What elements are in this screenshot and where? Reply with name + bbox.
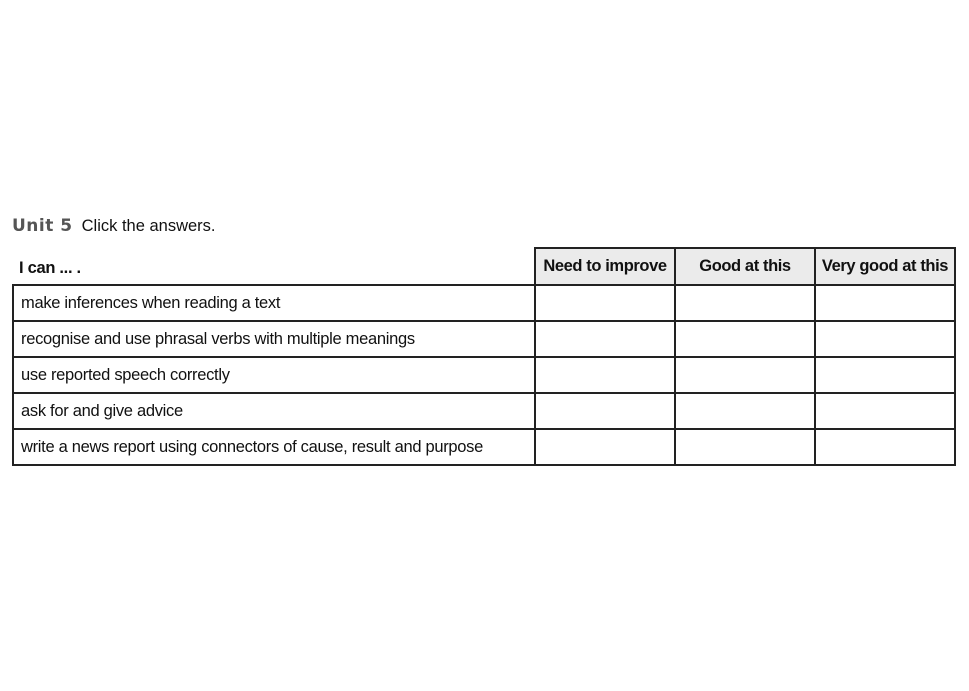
answer-cell-very-good-at-this[interactable] [815,321,955,357]
skill-label: write a news report using connectors of cause, result and purpose [13,429,535,465]
instruction-text: Click the answers. [81,217,216,235]
table-row [13,393,955,429]
answer-cell-good-at-this[interactable] [675,357,815,393]
answer-cell-need-to-improve[interactable] [535,321,675,357]
unit-label: Unit 5 [12,216,73,236]
header-i-can: I can ... . [13,248,535,285]
section-heading [12,216,216,240]
answer-cell-very-good-at-this[interactable] [815,285,955,321]
answer-cell-very-good-at-this[interactable] [815,357,955,393]
answer-cell-very-good-at-this[interactable] [815,429,955,465]
answer-cell-very-good-at-this[interactable] [815,393,955,429]
table-row [13,285,955,321]
header-very-good-at-this: Very good at this [815,248,955,285]
header-need-to-improve: Need to improve [535,248,675,285]
answer-cell-need-to-improve[interactable] [535,393,675,429]
answer-cell-need-to-improve[interactable] [535,429,675,465]
header-good-at-this: Good at this [675,248,815,285]
answer-cell-need-to-improve[interactable] [535,357,675,393]
table-row [13,357,955,393]
table-row [13,321,955,357]
table-row [13,429,955,465]
table-header-row [13,248,955,285]
answer-cell-good-at-this[interactable] [675,393,815,429]
skill-label: recognise and use phrasal verbs with multiple meanings [13,321,535,357]
skill-label: use reported speech correctly [13,357,535,393]
answer-cell-good-at-this[interactable] [675,285,815,321]
answer-cell-good-at-this[interactable] [675,429,815,465]
skill-label: ask for and give advice [13,393,535,429]
answer-cell-need-to-improve[interactable] [535,285,675,321]
answer-cell-good-at-this[interactable] [675,321,815,357]
skill-label: make inferences when reading a text [13,285,535,321]
self-assessment-table [12,247,956,466]
